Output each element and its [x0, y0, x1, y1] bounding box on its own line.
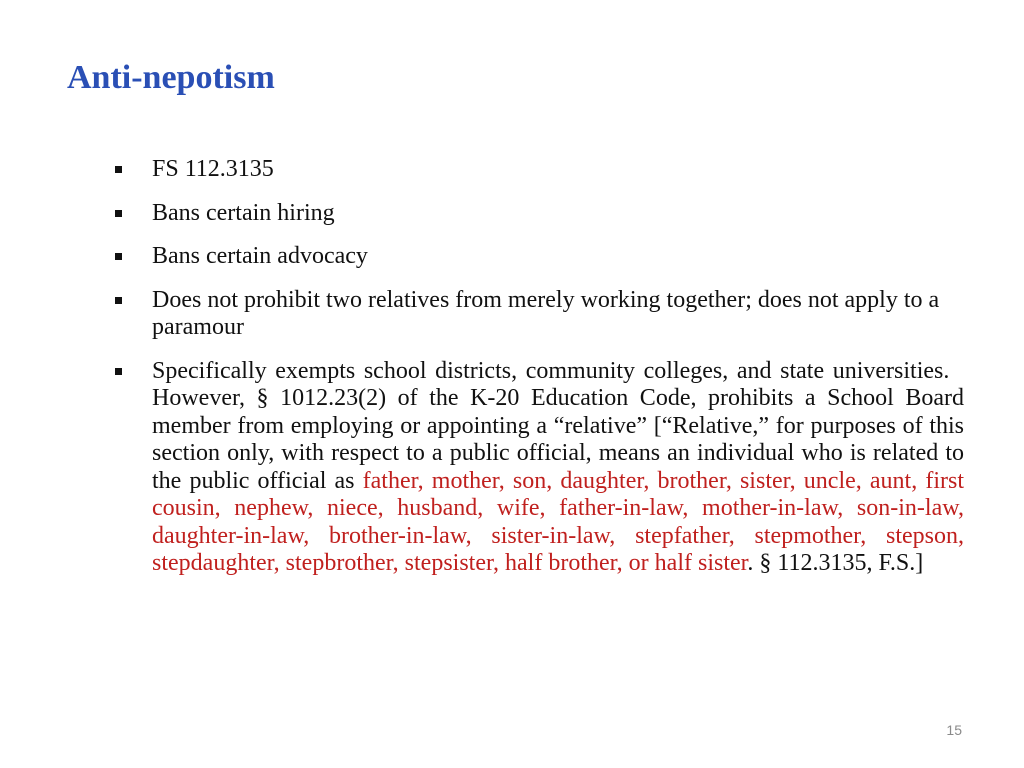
bullet-list [112, 156, 964, 594]
square-bullet-icon [115, 368, 122, 375]
square-bullet-icon [115, 253, 122, 260]
bullet-item-statute [112, 156, 964, 184]
exemption-intro: Specifically exempts school districts, community colleges, and state universities. However, § 1012.23(2) of the K-20 Education Code, prohibits a School Board member from employing or appointing a “relative” [“Relative,” for purposes of this section only, with respect to a public official, means an individual who is related to the public official as [152, 357, 964, 494]
square-bullet-icon [115, 210, 122, 217]
bullet-text: Does not prohibit two relatives from merely working together; does not apply to a paramour [152, 286, 940, 340]
slide-title: Anti-nepotism [67, 59, 275, 96]
bullet-text: Bans certain hiring [152, 199, 335, 226]
bullet-item-hiring [112, 200, 964, 228]
bullet-text: Bans certain advocacy [152, 243, 368, 269]
bullet-item-relatives [112, 287, 964, 342]
bullet-item-exemption [112, 358, 964, 578]
square-bullet-icon [115, 297, 122, 304]
relatives-list: father, mother, son, daughter, brother, sister, uncle, aunt, first cousin, nephew, niece, husband, wife, father-in-law, mother-in-law, son-in-law, daughter-in-law, brother-in-law, sister-in-law, stepfather, stepmother, stepson, stepdaughter, stepbrother, stepsister, half brother, or half sister [152, 467, 964, 576]
page-number: 15 [946, 722, 962, 738]
statute-citation: . § 112.3135, F.S.] [747, 550, 924, 576]
square-bullet-icon [115, 166, 122, 173]
bullet-item-advocacy [112, 243, 964, 271]
bullet-text: FS 112.3135 [152, 156, 274, 182]
